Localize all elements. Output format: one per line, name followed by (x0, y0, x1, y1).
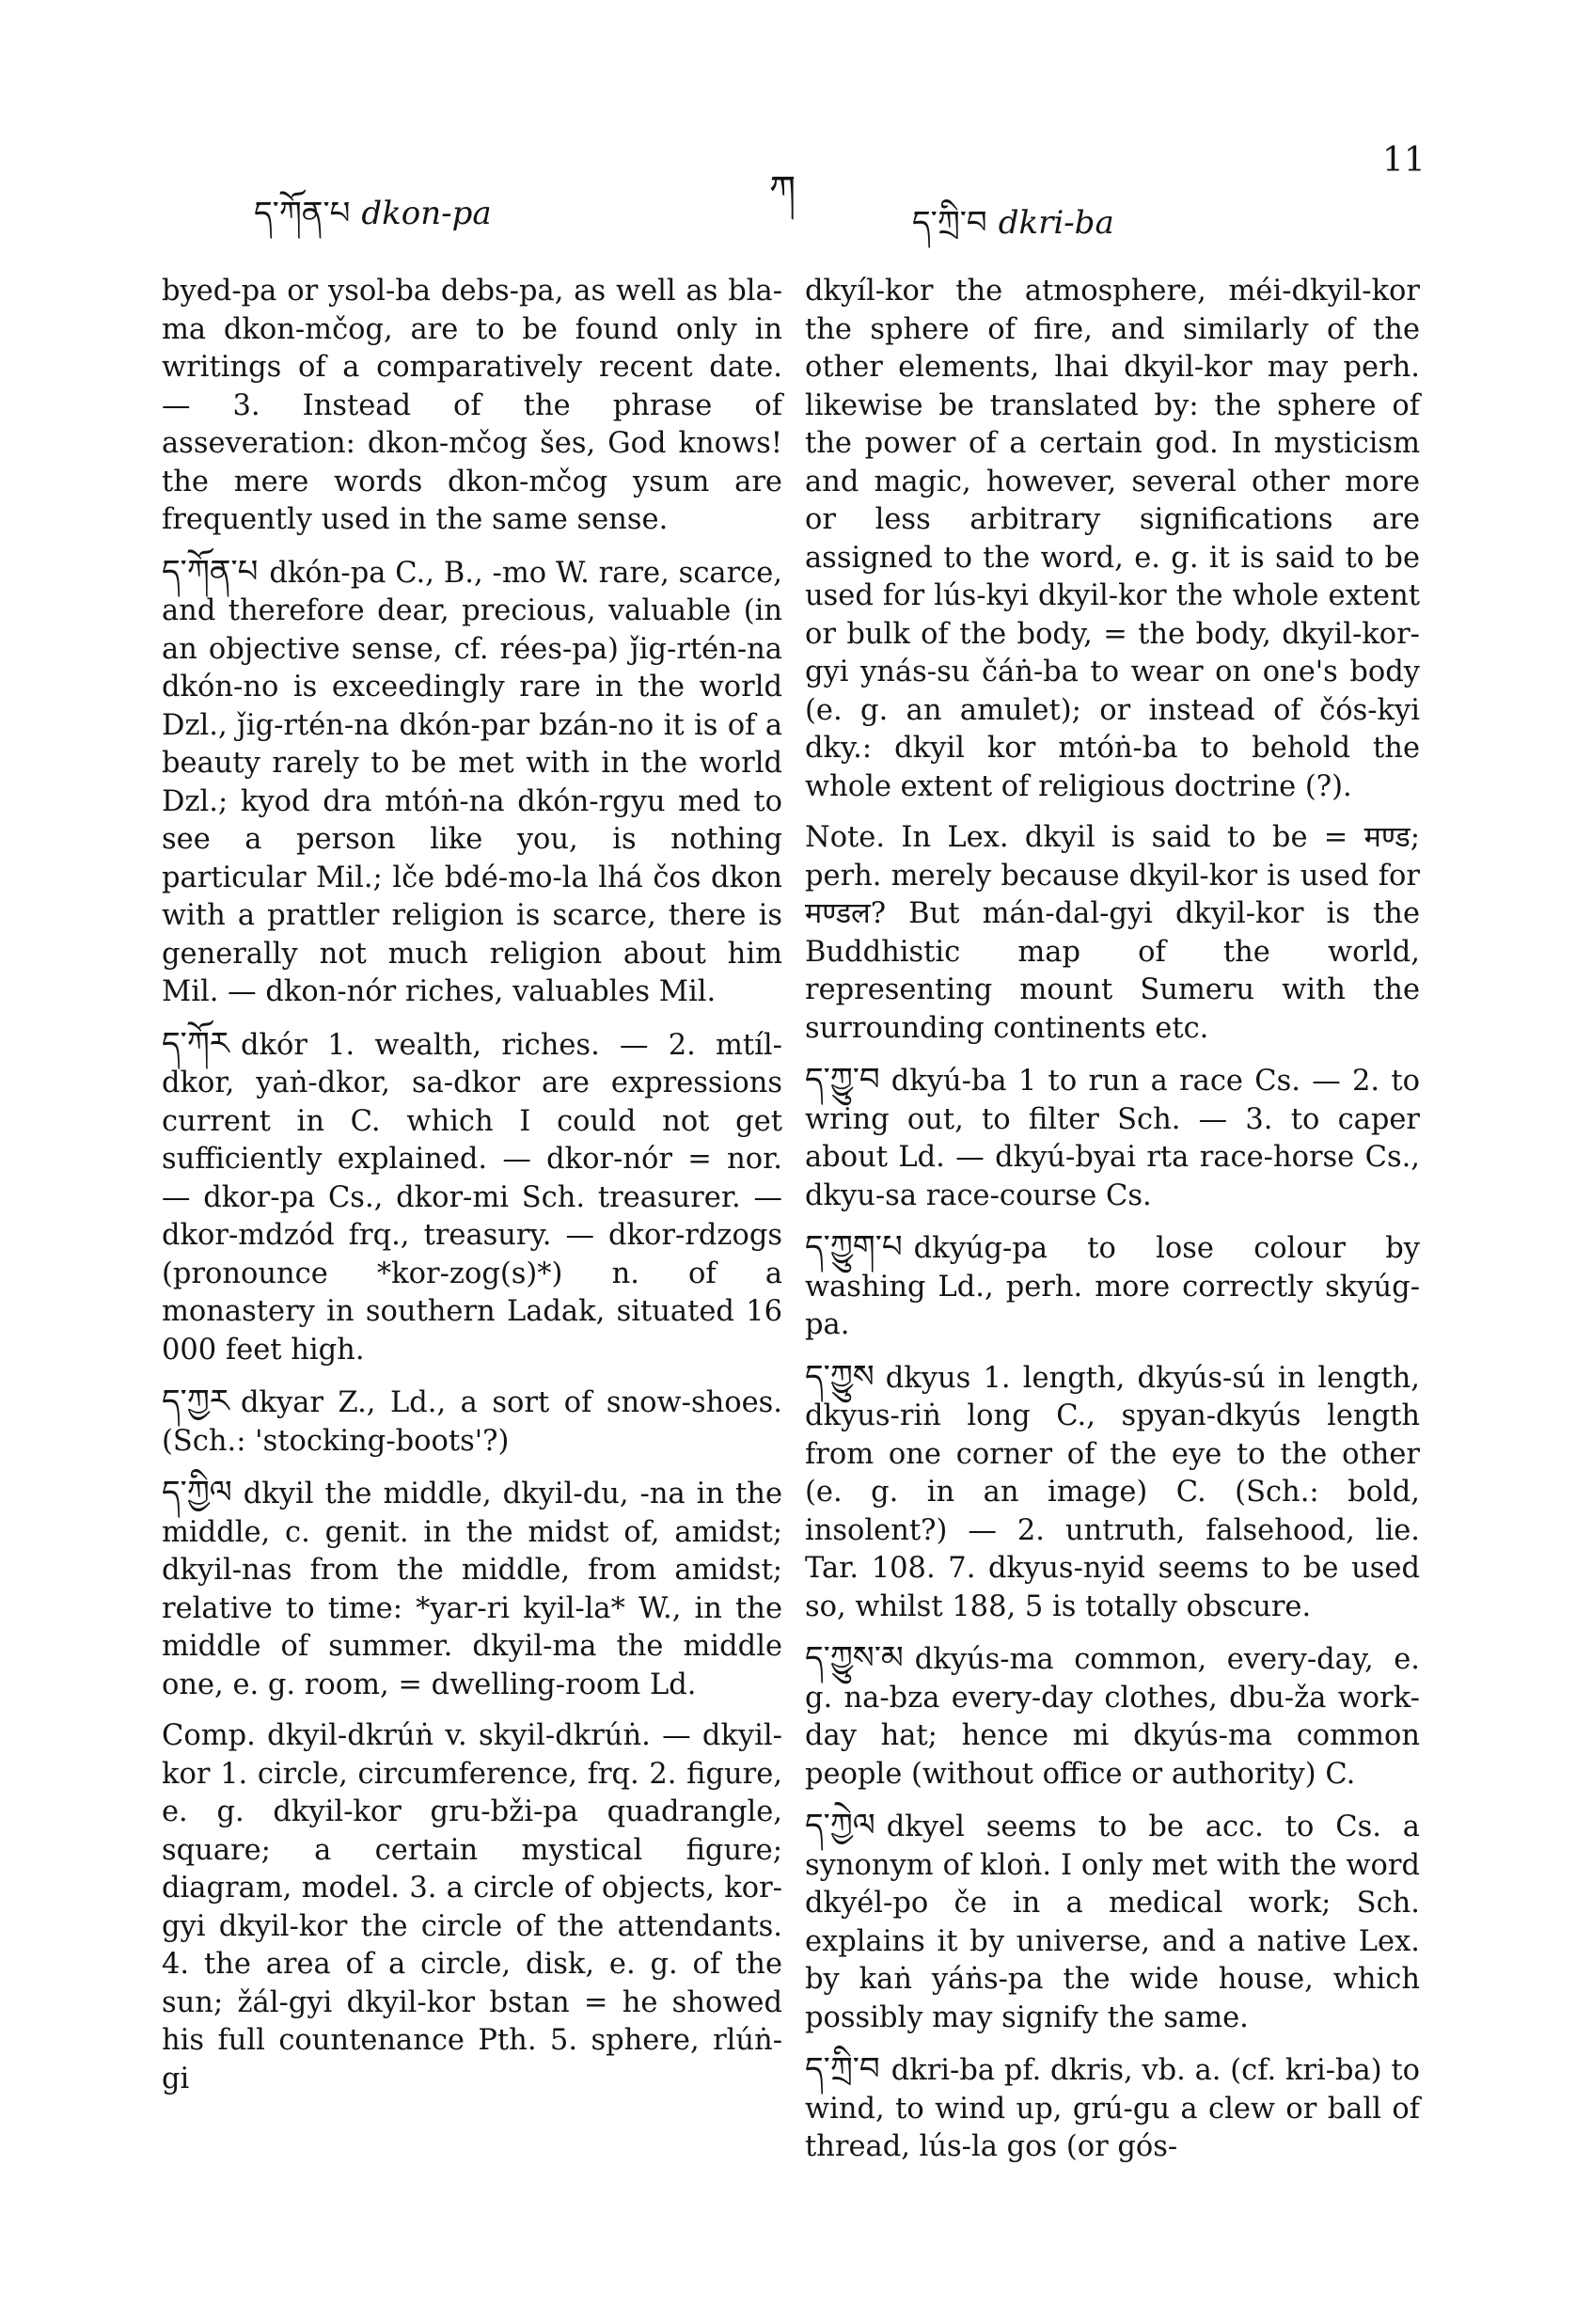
entry-tibetan: ད་ཀོར (162, 1024, 229, 1063)
entry-dkyus-ma: ད་ཀྱུས་མ dkyús-ma common, every-day, e. g. na-bza every-day clothes, dbu-ža work-day hat; hence mi dkyús-ma common people (without office or authority) C. (805, 1639, 1420, 1791)
entry-dkyar: ད་ཀྱར dkyar Z., Ld., a sort of snow-shoes. (Sch.: 'stocking-boots'?) (162, 1383, 782, 1458)
entry-dkyil: ད་ཀྱིལ dkyil the middle, dkyil-du, -na in the middle, c. genit. in the midst of, amidst; dkyil-nas from the middle, from amidst; relative to time: *yar-ri kyil-la* W., in the middle of summer. dkyil-ma the middle one, e. g. room, = dwelling-room Ld. (162, 1474, 782, 1701)
entry-tibetan: ད་ཀོན་པ (162, 552, 259, 591)
entry-tibetan: ད་ཀྲི་བ (805, 2050, 880, 2088)
paragraph-continuation: byed-pa or ysol-ba debs-pa, as well as bla-ma dkon-mčog, are to be found only in writings of a comparatively recent date. — 3. Instead of the phrase of asseveration: dkon-mčog šes, God knows! the mere words dkon-mčog ysum are frequently used in the same sense. (162, 275, 782, 536)
paragraph-continuation: dkyíl-kor the atmosphere, méi-dkyil-kor the sphere of fire, and similarly of the other elements, lhai dkyil-kor may perh. likewise be translated by: the sphere of the power of a certain god. In mysticism and magic, however, several other more or less arbitrary significations are assigned to the word, e. g. it is said to be used for lús-kyi dkyil-kor the whole extent or bulk of the body, = the body, dkyil-kor-gyi ynás-su čáṅ-ba to wear on one's body (e. g. an amulet); or instead of čós-kyi dky.: dkyil kor mtóṅ-ba to behold the whole extent of religious doctrine (?). (805, 275, 1420, 803)
entry-dkyel: ད་ཀྱེལ dkyel seems to be acc. to Cs. a synonym of kloṅ. I only met with the word dkyél-po če in a medical work; Sch. explains it by universe, and a native Lex. by kaṅ yáṅs-pa the wide house, which possibly may signify the same. (805, 1807, 1420, 2034)
left-head-tibetan: ད་ཀོན་པ (254, 195, 351, 232)
entry-tibetan: ད་ཀྱུག་པ (805, 1228, 903, 1266)
left-head-word: dkon-pa (361, 195, 492, 232)
entry-tibetan: ད་ཀྱེལ (805, 1807, 875, 1844)
left-running-head (254, 177, 492, 267)
paragraph-note: Note. In Lex. dkyil is said to be = मण्ड; perh. merely because dkyil-kor is used for मण्डल? But mán-dal-gyi dkyil-kor is the Buddhistic map of the world, representing mount Sumeru with the surrounding continents etc. (805, 821, 1420, 1045)
entry-dkyug-pa: ད་ཀྱུག་པ dkyúg-pa to lose colour by washing Ld., perh. more correctly skyúg-pa. (805, 1228, 1420, 1341)
entry-tibetan: ད་ཀྱར (162, 1383, 229, 1420)
entry-dkyus: ད་ཀྱུས dkyus 1. length, dkyús-sú in length, dkyus-riṅ long C., spyan-dkyús length from one corner of the eye to the other (e. g. in an image) C. (Sch.: bold, insolent?) — 2. untruth, falsehood, lie. Tar. 108. 7. dkyus-nyid seems to be used so, whilst 188, 5 is totally obscure. (805, 1357, 1420, 1623)
right-column (805, 273, 1420, 2180)
right-head-tibetan: ད་ཀྲི་བ (912, 204, 987, 242)
page-number: 11 (1382, 141, 1426, 180)
page-header (0, 141, 1576, 242)
right-head-word: dkri-ba (998, 204, 1114, 242)
entry-tibetan: ད་ཀྱིལ (162, 1474, 232, 1511)
entry-tibetan: ད་ཀྱུས་མ (805, 1639, 904, 1677)
entry-tibetan: ད་ཀྱུས (805, 1357, 875, 1396)
paragraph-comp: Comp. dkyil-dkrúṅ v. skyil-dkrúṅ. — dkyil-kor 1. circle, circumference, frq. 2. figure, e. g. dkyil-kor gru-bži-pa quadrangle, square; a certain mystical figure; diagram, model. 3. a circle of objects, kor-gyi dkyil-kor the circle of the attendants. 4. the area of a circle, disk, e. g. of the sun; žál-gyi dkyil-kor bstan = he showed his full countenance Pth. 5. sphere, rlúṅ-gi (162, 1719, 782, 2095)
entry-dkyu-ba: ད་ཀྱུ་བ dkyú-ba 1 to run a race Cs. — 2. to wring out, to filter Sch. — 3. to caper about Ld. — dkyú-byai rta race-horse Cs., dkyu-sa race-course Cs. (805, 1061, 1420, 1212)
entry-dkor: ད་ཀོར dkór 1. wealth, riches. — 2. mtíl-dkor, yaṅ-dkor, sa-dkor are expressions current in C. which I could not get sufficiently explained. — dkor-nór = nor. — dkor-pa Cs., dkor-mi Sch. treasurer. — dkor-mdzód frq., treasury. — dkor-rdzogs (pronounce *kor-zog(s)*) n. of a monastery in southern Ladak, situated 16 000 feet high. (162, 1024, 782, 1367)
left-column (162, 273, 782, 2111)
entry-tibetan: ད་ཀྱུ་བ (805, 1061, 880, 1099)
center-tibetan-letter: ཀ (769, 168, 796, 212)
entry-dkri-ba: ད་ཀྲི་བ dkri-ba pf. dkris, vb. a. (cf. kri-ba) to wind, to wind up, grú-gu a clew or ball of thread, lús-la gos (or gós- (805, 2050, 1420, 2163)
right-running-head (912, 186, 1114, 277)
entry-dkon-pa: ད་ཀོན་པ dkón-pa C., B., -mo W. rare, scarce, and therefore dear, precious, valuable (in an objective sense, cf. rées-pa) ǰig-rtén-na dkón-no is exceedingly rare in the world Dzl., ǰig-rtén-na dkón-par bzán-no it is of a beauty rarely to be met with in the world Dzl.; kyod dra mtóṅ-na dkón-rgyu med to see a person like you, is nothing particular Mil.; lče bdé-mo-la lhá čos dkon with a prattler religion is scarce, there is generally not much religion about him Mil. — dkon-nór riches, valuables Mil. (162, 552, 782, 1008)
